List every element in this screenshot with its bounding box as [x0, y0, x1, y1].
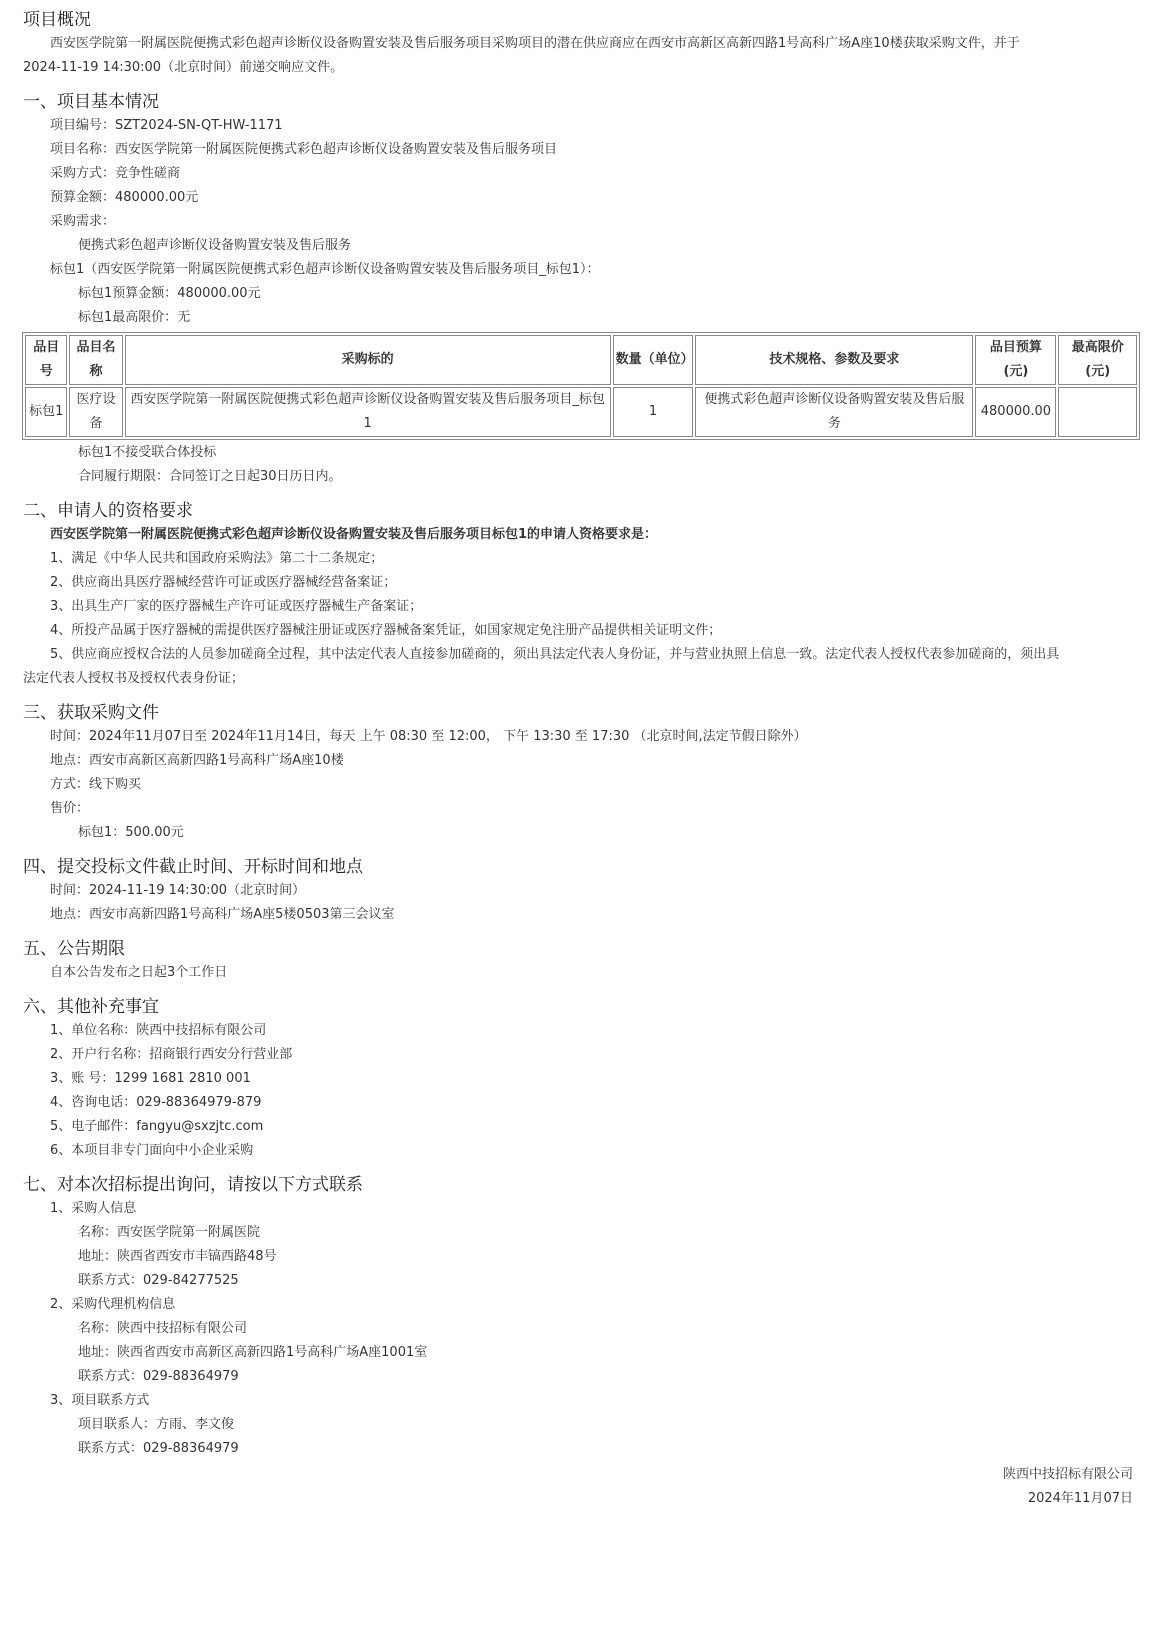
table-header-row: [25, 335, 1137, 385]
qualification-item: 4、所投产品属于医疗器械的需提供医疗器械注册证或医疗器械备案凭证，如国家规定免注册产品提供相关证明文件；: [50, 623, 722, 638]
contract-period: 合同履行期限：合同签订之日起30日历日内。: [78, 469, 342, 484]
table-row: [25, 387, 1137, 437]
buyer-name: 名称：西安医学院第一附属医院: [78, 1225, 261, 1240]
price-value: 标包1：500.00元: [78, 825, 184, 840]
section-5-title: 五、公告期限: [23, 939, 125, 959]
procurement-method: 采购方式：竞争性磋商: [50, 166, 181, 181]
cell-subject: 西安医学院第一附属医院便携式彩色超声诊断仪设备购置安装及售后服务项目_标包1: [125, 387, 611, 437]
qualification-item-cont: 法定代表人授权书及授权代表身份证；: [23, 671, 245, 686]
section-6-title: 六、其他补充事宜: [23, 997, 159, 1017]
header-item-name: 品目名称: [69, 335, 122, 385]
header-item-no: 品目号: [25, 335, 67, 385]
agent-address: 地址：陕西省西安市高新区高新四路1号高科广场A座1001室: [78, 1345, 428, 1360]
buyer-phone: 联系方式：029-84277525: [78, 1273, 239, 1288]
demand-text: 便携式彩色超声诊断仪设备购置安装及售后服务: [78, 238, 352, 253]
supplement-item: 2、开户行名称：招商银行西安分行营业部: [50, 1047, 293, 1062]
qualification-item: 1、满足《中华人民共和国政府采购法》第二十二条规定；: [50, 551, 384, 566]
supplement-item: 4、咨询电话：029-88364979-879: [50, 1095, 262, 1110]
agent-name: 名称：陕西中技招标有限公司: [78, 1321, 248, 1336]
supplement-item: 6、本项目非专门面向中小企业采购: [50, 1143, 254, 1158]
header-max-price: 最高限价(元): [1058, 335, 1137, 385]
header-subject: 采购标的: [125, 335, 611, 385]
supplement-item: 3、账 号：1299 1681 2810 001: [50, 1071, 251, 1086]
buyer-address: 地址：陕西省西安市丰镐西路48号: [78, 1249, 277, 1264]
agent-phone: 联系方式：029-88364979: [78, 1369, 239, 1384]
cell-budget: 480000.00: [975, 387, 1056, 437]
deadline-place: 地点：西安市高新四路1号高科广场A座5楼0503第三会议室: [50, 907, 395, 922]
overview-text-cont: 2024-11-19 14:30:00（北京时间）前递交响应文件。: [23, 60, 344, 75]
section-3-title: 三、获取采购文件: [23, 703, 159, 723]
header-spec: 技术规格、参数及要求: [695, 335, 973, 385]
lot-budget: 标包1预算金额：480000.00元: [78, 286, 261, 301]
contact-person: 项目联系人：方雨、李文俊: [78, 1417, 235, 1432]
cell-spec: 便携式彩色超声诊断仪设备购置安装及售后服务: [695, 387, 973, 437]
lot-max-price: 标包1最高限价：无: [78, 310, 191, 325]
items-table: [22, 332, 1140, 440]
contact-phone: 联系方式：029-88364979: [78, 1441, 239, 1456]
cell-max-price: [1058, 387, 1137, 437]
overview-title: 项目概况: [23, 10, 91, 30]
section-2-title: 二、申请人的资格要求: [23, 501, 193, 521]
supplement-item: 1、单位名称：陕西中技招标有限公司: [50, 1023, 267, 1038]
demand-label: 采购需求：: [50, 214, 116, 229]
qualification-lead: 西安医学院第一附属医院便携式彩色超声诊断仪设备购置安装及售后服务项目标包1的申请人资格要求是：: [50, 527, 658, 542]
overview-text: 西安医学院第一附属医院便携式彩色超声诊断仪设备购置安装及售后服务项目采购项目的潜在供应商应在西安市高新区高新四路1号高科广场A座10楼获取采购文件，并于: [50, 36, 1020, 51]
obtain-way: 方式：线下购买: [50, 777, 142, 792]
cell-quantity: 1: [613, 387, 694, 437]
qualification-item: 5、供应商应授权合法的人员参加磋商全过程，其中法定代表人直接参加磋商的，须出具法定代表人身份证，并与营业执照上信息一致。法定代表人授权代表参加磋商的，须出具: [50, 647, 1060, 662]
section-7-title: 七、对本次招标提出询问，请按以下方式联系: [23, 1175, 363, 1195]
project-code: 项目编号：SZT2024-SN-QT-HW-1171: [50, 118, 283, 133]
agent-label: 2、采购代理机构信息: [50, 1297, 176, 1312]
notice-period: 自本公告发布之日起3个工作日: [50, 965, 228, 980]
section-1-title: 一、项目基本情况: [23, 92, 159, 112]
contact-label: 3、项目联系方式: [50, 1393, 150, 1408]
lot-title: 标包1（西安医学院第一附属医院便携式彩色超声诊断仪设备购置安装及售后服务项目_标包1）：: [50, 262, 600, 277]
budget-amount: 预算金额：480000.00元: [50, 190, 199, 205]
obtain-time: 时间：2024年11月07日至 2024年11月14日，每天 上午 08:30 至 12:00， 下午 13:30 至 17:30 （北京时间,法定节假日除外）: [50, 729, 807, 744]
header-budget: 品目预算(元): [975, 335, 1056, 385]
buyer-label: 1、采购人信息: [50, 1201, 137, 1216]
section-4-title: 四、提交投标文件截止时间、开标时间和地点: [23, 857, 363, 877]
no-joint-bid: 标包1不接受联合体投标: [78, 445, 217, 460]
supplement-item[interactable]: 5、电子邮件：fangyu@sxzjtc.com: [50, 1119, 264, 1134]
signature-org: 陕西中技招标有限公司: [1002, 1467, 1133, 1482]
project-name: 项目名称：西安医学院第一附属医院便携式彩色超声诊断仪设备购置安装及售后服务项目: [50, 142, 558, 157]
qualification-item: 2、供应商出具医疗器械经营许可证或医疗器械经营备案证；: [50, 575, 397, 590]
cell-item-name: 医疗设备: [69, 387, 122, 437]
cell-item-no: 标包1: [25, 387, 67, 437]
qualification-item: 3、出具生产厂家的医疗器械生产许可证或医疗器械生产备案证；: [50, 599, 423, 614]
deadline-time: 时间：2024-11-19 14:30:00（北京时间）: [50, 883, 306, 898]
header-quantity: 数量（单位）: [613, 335, 694, 385]
signature-date: 2024年11月07日: [1027, 1491, 1133, 1506]
price-label: 售价：: [50, 801, 90, 816]
obtain-place: 地点：西安市高新区高新四路1号高科广场A座10楼: [50, 753, 344, 768]
